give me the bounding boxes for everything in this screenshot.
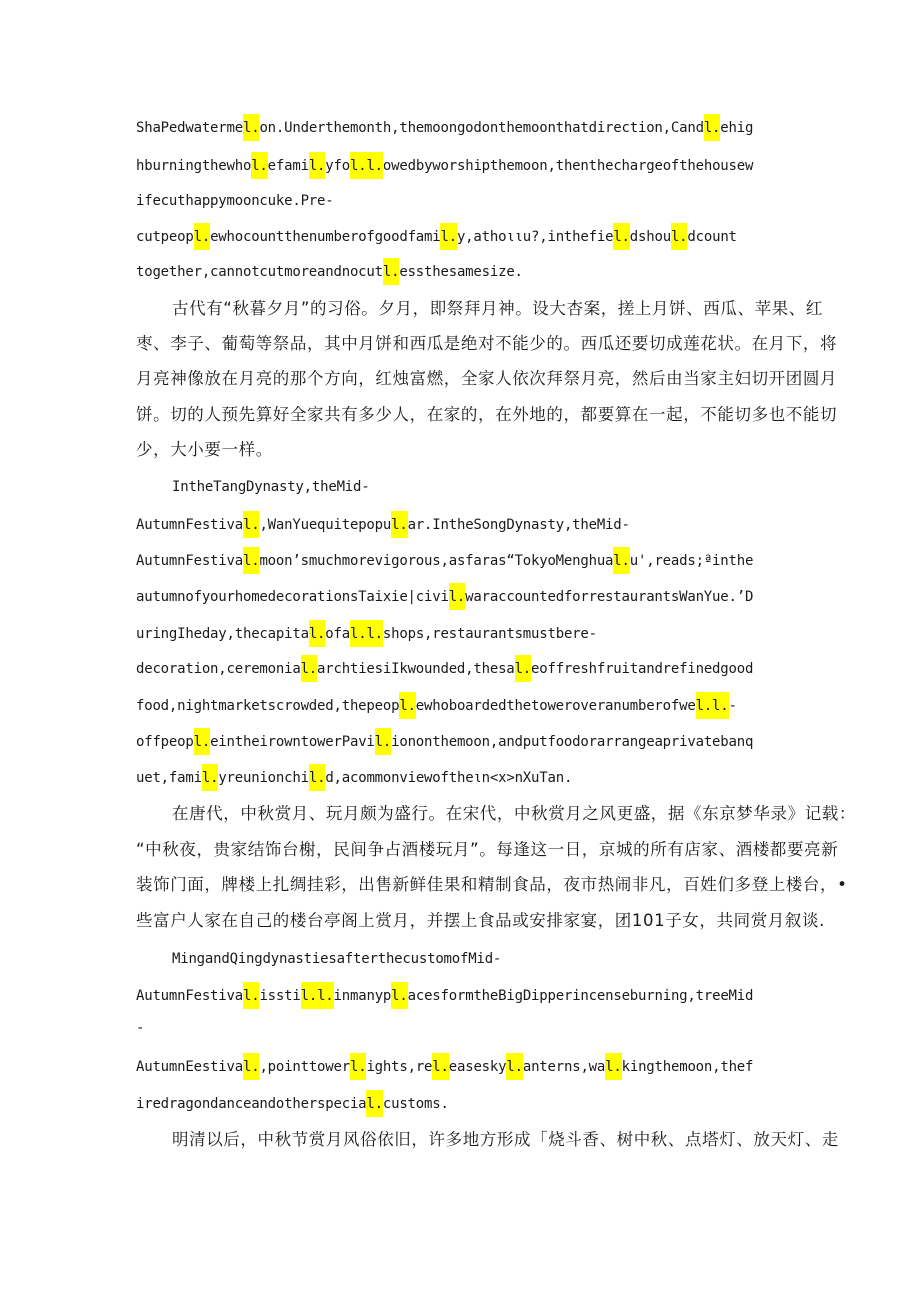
text-line: 些富户人家在自己的楼台亭阁上赏月，并摆上食品或安排家宴，团101子女，共同赏月叙谈.	[136, 911, 825, 930]
text-highlight: l.	[432, 1053, 448, 1080]
text-highlight: l.	[704, 114, 720, 141]
text-line: 月亮神像放在月亮的那个方向，红烛富燃，全家人依次拜祭月亮，然后由当家主妇切开团圆月	[136, 369, 838, 388]
text-highlight: l.	[243, 982, 259, 1009]
text-line: MingandQingdynastiesafterthecustomofMid-	[172, 951, 502, 967]
text-highlight: l.	[515, 655, 531, 682]
text-line: 装饰门面，牌楼上扎绸挂彩，出售新鲜佳果和精制食品，夜市热闹非凡，百姓们多登上楼台，•	[136, 875, 848, 894]
text-highlight: l.	[440, 223, 456, 250]
text-line: 在唐代，中秋赏月、玩月颇为盛行。在宋代，中秋赏月之风更盛，据《东京梦华录》记载：	[172, 804, 856, 823]
text-line: ShaPedwatermel.on.Underthemonth,themoongodonthemoonthatdirection,Candl.ehig	[136, 121, 753, 135]
text-line: AutumnFestival.moon’smuchmorevigorous,asfaras“TokyoMenghual.u',reads;ªinthe	[136, 554, 753, 568]
text-line: AutumnFestival.isstil.l.inmanypl.acesformtheBigDipperincenseburning,treeMid	[136, 989, 753, 1003]
text-line: hburningthewhol.efamil.yfol.l.owedbyworshipthemoon,thenthechargeofthehousew	[136, 159, 753, 173]
text-line: food,nightmarketscrowded,thepeopl.ewhoboardedthetoweroveranumberofwel.l.-	[136, 699, 737, 713]
text-line: AutumnFestival.,WanYuequitepopul.ar.IntheSongDynasty,theMid-	[136, 518, 630, 532]
text-line: 古代有“秋暮夕月”的习俗。夕月，即祭拜月神。设大杏案，搓上月饼、西瓜、苹果、红	[172, 299, 823, 318]
text-line: IntheTangDynasty,theMid-	[172, 479, 370, 495]
text-highlight: l.	[605, 1053, 621, 1080]
text-line: ifecuthappymooncuke.Pre-	[136, 193, 334, 209]
text-highlight: l.	[243, 1053, 259, 1080]
text-highlight: l.	[309, 152, 325, 179]
text-line: “中秋夜，贵家结饰台榭，民间争占酒楼玩月”。每逢这一日，京城的所有店家、酒楼都要亮新	[136, 840, 839, 859]
text-line: AutumnEestival.,pointtowerl.ights,rel.easeskyl.anterns,wal.kingthemoon,thef	[136, 1060, 753, 1074]
text-highlight: l.	[366, 620, 382, 647]
text-highlight: l.	[301, 655, 317, 682]
text-highlight: l.	[194, 728, 210, 755]
text-line: cutpeopl.ewhocountthenumberofgoodfamil.y,athoιιu?,inthefiel.dshoul.dcount	[136, 230, 737, 244]
text-line: offpeopl.eintheirowntowerPavil.iononthemoon,andputfoodorarrangeaprivatebanq	[136, 735, 753, 749]
text-highlight: l.	[375, 728, 391, 755]
text-line: iredragondanceandotherspecial.customs.	[136, 1097, 449, 1111]
text-line: 饼。切的人预先算好全家共有多少人，在家的，在外地的，都要算在一起，不能切多也不能切	[136, 405, 838, 424]
text-highlight: l.	[366, 152, 382, 179]
text-highlight: l.	[309, 764, 325, 791]
text-highlight: l.	[613, 223, 629, 250]
text-line: together,cannotcutmoreandnocutl.essthesamesize.	[136, 265, 523, 279]
text-highlight: l.	[350, 620, 366, 647]
text-highlight: l.	[243, 511, 259, 538]
text-highlight: l.	[712, 692, 728, 719]
text-highlight: l.	[449, 583, 465, 610]
text-highlight: l.	[696, 692, 712, 719]
text-highlight: l.	[671, 223, 687, 250]
text-line: uringIheday,thecapital.ofal.l.shops,restaurantsmustbere-	[136, 627, 597, 641]
text-highlight: l.	[309, 620, 325, 647]
text-line: 枣、李子、葡萄等祭品，其中月饼和西瓜是绝对不能少的。西瓜还要切成莲花状。在月下，将	[136, 334, 838, 353]
text-highlight: l.	[317, 982, 333, 1009]
text-highlight: l.	[506, 1053, 522, 1080]
text-highlight: l.	[243, 547, 259, 574]
text-highlight: l.	[391, 511, 407, 538]
text-highlight: l.	[391, 982, 407, 1009]
text-line: 明清以后，中秋节赏月风俗依旧，许多地方形成「烧斗香、树中秋、点塔灯、放天灯、走	[172, 1130, 839, 1149]
text-highlight: l.	[366, 1090, 382, 1117]
text-highlight: l.	[350, 152, 366, 179]
text-highlight: l.	[194, 223, 210, 250]
text-line: 少，大小要一样。	[136, 440, 273, 459]
text-highlight: l.	[243, 114, 259, 141]
text-highlight: l.	[613, 547, 629, 574]
text-line: uet,famil.yreunionchil.d,acommonviewoftheιn<x>nXuTan.	[136, 771, 572, 785]
text-highlight: l.	[202, 764, 218, 791]
text-highlight: l.	[301, 982, 317, 1009]
text-line: -	[136, 1020, 145, 1036]
text-highlight: l.	[383, 258, 399, 285]
text-highlight: l.	[251, 152, 267, 179]
text-highlight: l.	[399, 692, 415, 719]
text-line: decoration,ceremonial.archtiesiIkwounded,thesal.eoffreshfruitandrefinedgood	[136, 662, 753, 676]
text-highlight: l.	[350, 1053, 366, 1080]
text-line: autumnofyourhomedecorationsTaixie|civil.waraccountedforrestaurantsWanYue.’D	[136, 590, 753, 604]
